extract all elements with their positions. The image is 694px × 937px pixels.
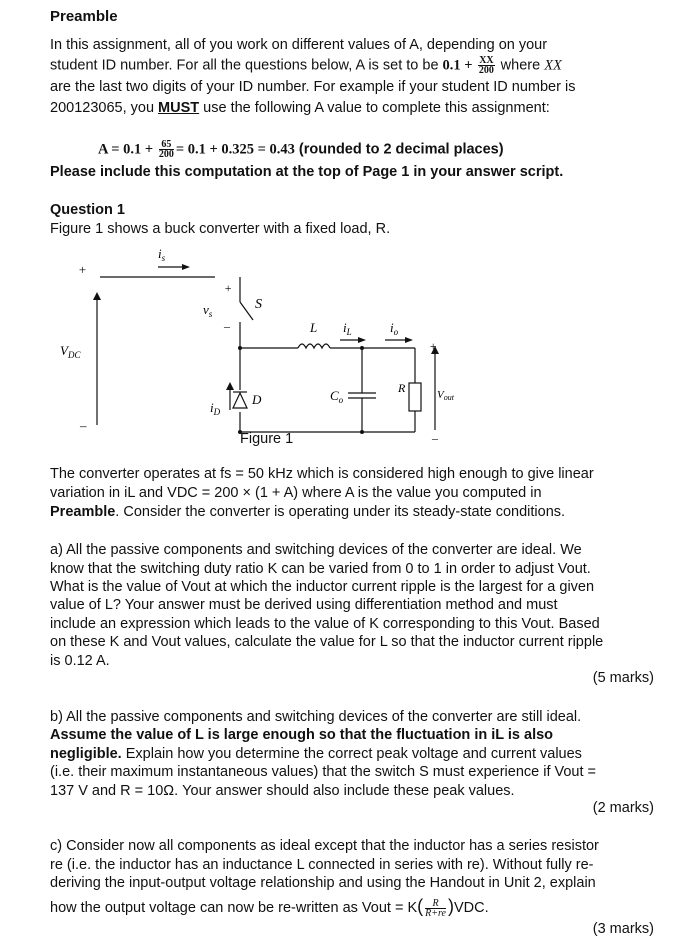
equation-fraction-numerator: 65 <box>159 140 174 150</box>
part-b-marks: (2 marks) <box>592 800 654 816</box>
part-a-marks: (5 marks) <box>592 670 654 686</box>
vout-label: Vout <box>437 389 454 402</box>
part-b-line-2: Assume the value of L is large enough so that the fluctuation in iL is also <box>50 727 554 743</box>
inductor-label: L <box>310 320 318 335</box>
part-a-line-7: is 0.12 A. <box>50 653 110 669</box>
is-label: $i_s$ <box>158 246 166 263</box>
preamble-line-4 <box>50 99 550 117</box>
preamble-line-2-text: student ID number. For all the questions below, A is set to be <box>50 57 443 74</box>
part-b-line-5: 137 V and R = 10Ω. Your answer should also include these peak values. <box>50 783 515 799</box>
preamble-line-3: are the last two digits of your ID number. For example if your student ID number is <box>50 79 576 95</box>
vs-label: $v_s$ <box>203 302 213 319</box>
part-a-line-2: know that the switching duty ratio K can be varied from 0 to 1 in order to adjust Vout. <box>50 561 591 577</box>
part-c-line-3: deriving the input-output voltage relationship and using the Handout in Unit 2, explain <box>50 875 596 891</box>
part-b-line-3 <box>50 745 582 763</box>
part-c-line-2: re (i.e. the inductor has an inductance L connected in series with re). Without fully re- <box>50 857 594 873</box>
desc-line-3-text: . Consider the converter is operating under its steady-state conditions. <box>115 504 566 520</box>
switch-label: S <box>255 297 262 312</box>
part-c-fraction-numerator: R <box>425 899 446 909</box>
part-c-line-4-pre: how the output voltage can now be re-written as Vout = K <box>50 900 418 916</box>
capacitor-label: $C_o$ <box>330 388 344 405</box>
part-a-line-1: a) All the passive components and switching devices of the converter are ideal. We <box>50 542 582 558</box>
part-c-marks-cutoff: (3 marks) <box>592 921 654 937</box>
desc-line-2: variation in iL and VDC = 200 × (1 + A) where A is the value you computed in <box>50 485 542 501</box>
io-label: $i_o$ <box>390 320 399 337</box>
part-b-line-1: b) All the passive components and switching devices of the converter are still ideal. <box>50 709 582 725</box>
part-c-line-1: c) Consider now all components as ideal except that the inductor has a series resistor <box>50 838 599 854</box>
part-b-line-3-text: Explain how you determine the correct peak voltage and current values <box>121 746 582 762</box>
il-label: $i_L$ <box>343 320 352 337</box>
question-1-heading: Question 1 <box>50 202 125 218</box>
left-paren: ( <box>417 896 424 916</box>
part-b-line-4: (i.e. their maximum instantaneous values) that the switch S must experience if Vout = <box>50 764 597 780</box>
part-c-fraction-denominator: R+re <box>425 907 446 919</box>
preamble-line-2 <box>50 56 562 75</box>
preamble-line-4-pre: 200123065, you <box>50 100 159 116</box>
equation-post: (rounded to 2 decimal places) <box>294 141 504 158</box>
desc-line-3 <box>50 503 565 521</box>
plus-left: + <box>78 262 87 277</box>
minus-out: – <box>432 431 438 445</box>
right-paren: ) <box>448 896 454 916</box>
id-label: $i_D$ <box>210 400 221 417</box>
diode-label: D <box>252 392 262 407</box>
a-value-equation <box>98 140 504 159</box>
plus-switch: + <box>224 281 233 295</box>
preamble-line-1: In this assignment, all of you work on different values of A, depending on your <box>50 37 548 53</box>
desc-preamble-ref: Preamble <box>50 504 116 520</box>
resistor-label: R <box>398 381 406 395</box>
minus-switch: – <box>224 319 230 333</box>
preamble-line-2-math: 0.1 + <box>442 57 477 74</box>
part-b-negligible: negligible. <box>50 746 122 762</box>
preamble-line-2-post: where <box>496 57 545 74</box>
question-1-intro: Figure 1 shows a buck converter with a fixed load, R. <box>50 221 391 237</box>
equation-fraction-denominator: 200 <box>158 149 174 160</box>
fraction-denominator: 200 <box>478 65 494 76</box>
must-emphasis: MUST <box>158 100 200 116</box>
part-a-line-4: value of L? Your answer must be derived using differentiation method and must <box>50 597 558 613</box>
vdc-label: $V_{DC}$ <box>60 343 81 360</box>
figure-caption: Figure 1 <box>240 431 294 447</box>
part-a-line-6: on these K and Vout values, calculate the value for L so that the inductor current ripple <box>50 634 604 650</box>
equation-mid: = 0.1 + 0.325 = 0.43 <box>175 141 295 158</box>
equation-fraction <box>159 140 174 159</box>
desc-line-1: The converter operates at fs = 50 kHz which is considered high enough to give linear <box>50 466 594 482</box>
preamble-note: Please include this computation at the top of Page 1 in your answer script. <box>50 164 564 180</box>
preamble-fraction <box>478 56 494 75</box>
part-c-fraction <box>425 899 446 918</box>
preamble-line-4-post: use the following A value to complete this assignment: <box>199 100 550 116</box>
part-c-line-4 <box>50 897 489 918</box>
preamble-heading: Preamble <box>50 8 118 25</box>
buck-converter-circuit <box>40 240 470 455</box>
part-a-line-3: What is the value of Vout at which the inductor current ripple is the largest for a given <box>50 579 595 595</box>
equation-pre: A = 0.1 + <box>98 141 157 158</box>
part-c-line-4-post: VDC. <box>454 900 489 916</box>
plus-out: + <box>429 339 438 353</box>
minus-left: – <box>80 418 87 433</box>
fraction-numerator: XX <box>479 55 494 66</box>
preamble-line-2-var: XX <box>544 57 562 74</box>
part-a-line-5: include an expression which leads to the value of K corresponding to this Vout. Based <box>50 616 600 632</box>
